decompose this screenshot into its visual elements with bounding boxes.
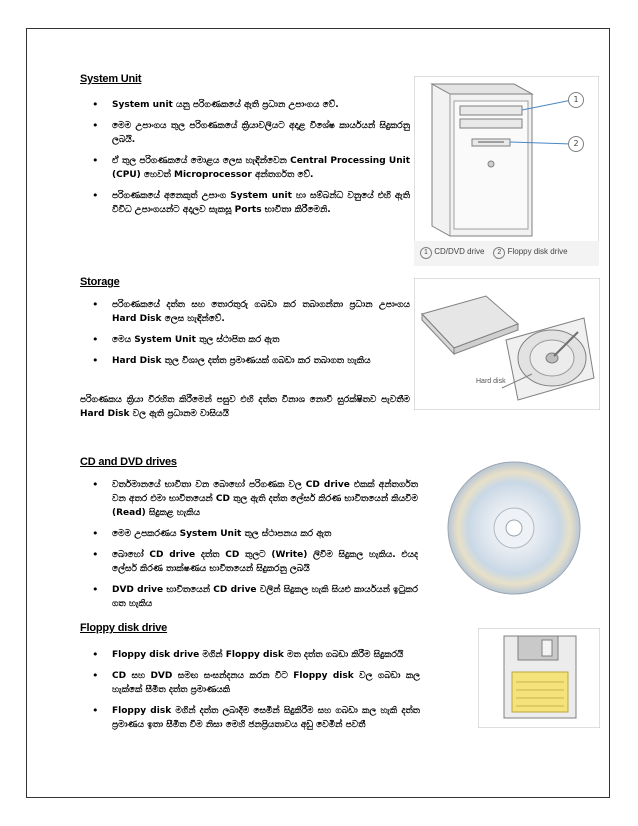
floppy-illustration (478, 628, 600, 728)
heading-system-unit: System Unit (80, 73, 142, 85)
list-item: • වර්තමානයේ භාවිතා වන බොහෝ පරිගණක වල CD drive එකක් අන්තර්ගත වන අතර එමා භාවිතයෙන් CD තුල ඇති දත්ත ලේසර් කිරණ භාවිතයෙන් කියවීම (Read) සිදුකළ හැකිය (80, 478, 418, 520)
list-item: • මෙය System Unit තුල ස්ථාපිත කර ඇත (80, 333, 410, 347)
hard-disk-image (414, 278, 600, 410)
list-item: • පරිගණකයේ දත්ත සහ තොරතුරු ගබඩා කර තබාගන්නා ප්‍රධාන උපාංගය Hard Disk ලෙස හැඳින්වේ. (80, 298, 410, 326)
cd-image (440, 456, 588, 600)
cd-illustration (440, 456, 588, 600)
list-item: • Floppy disk drive මගින් Floppy disk මත දත්ත ගබඩා කිරීම සිදුකරයි (80, 648, 420, 662)
system-unit-image (414, 76, 599, 266)
list-item: • ඒ තුල පරිගණකයේ මොළය ලෙස හැඳින්වෙන Central Processing Unit (CPU) හෙවත් Microprocessor අන්තර්ගත වේ. (80, 154, 410, 182)
list-item: • System unit යනු පරිගණකයේ ඇති ප්‍රධාන උපාංගය වේ. (80, 98, 410, 112)
system-unit-bullets (80, 98, 410, 224)
storage-paragraph: පරිගණකය ක්‍රියා විරහිත කිරීමෙන් පසුව එහි දත්ත විනාශ නොවී සුරක්ෂිතව පැවතීම Hard Disk වල ඇති ප්‍රධානම වාසියයි (80, 395, 410, 419)
list-item: • මෙම උපාංගය තුල පරිගණකයේ ක්‍රියාවලියට අදාළ විශේෂ කාර්යයන් සිදුකරනු ලබයි. (80, 119, 410, 147)
list-item: • මෙම උපකරණය System Unit තුල ස්ථාපනය කර ඇත (80, 527, 418, 541)
list-item: • CD සහ DVD සමඟ සංසන්දනය කරන විට Floppy disk වල ගබඩා කල හැක්කේ සීමිත දත්ත ප්‍රමාණයකි (80, 669, 420, 697)
list-item: • බොහෝ CD drive දත්ත CD තුලට (Write) ලිවීම සිදුකල හැකිය. එයද ලේසර් කිරණ තාක්ෂණය භාවිතයෙන් සිදුකරනු ලබයි (80, 548, 418, 576)
cd-dvd-bullets (80, 478, 418, 618)
list-item: • Floppy disk මගින් දත්ත ලබාදීම සෙමින් සිදුකිරීම සහ ගබඩා කල හැකි දත්ත ප්‍රමාණය ඉතා සීමිත වීම නිසා මෙහි ජනප්‍රියතාවය අඩු වෙමින් පවතී (80, 704, 420, 732)
heading-storage: Storage (80, 276, 120, 288)
floppy-image (478, 628, 600, 728)
caption-row (420, 247, 568, 259)
caption-floppy: Floppy disk drive (507, 247, 568, 256)
list-item: • Hard Disk තුල විශාල දත්ත ප්‍රමාණයක් ගබඩා කර තබාගත හැකිය (80, 354, 410, 368)
list-item: • DVD drive භාවිතයෙන් CD drive වලින් සිදුකල හැකි සියළු කාර්යයන් ඉටුකර ගත හැකිය (80, 583, 418, 611)
callout-1-badge: 1 (568, 92, 584, 108)
hard-disk-label: Hard disk (476, 378, 506, 385)
list-item: • පරිගණකයේ අනෙකුත් උපාංග System unit හා සම්බන්ධ වනුයේ එහි ඇති විවිධ උපාංගයන්ට අදාලව සැකසූ Ports භාවිතා කිරීමෙනි. (80, 189, 410, 217)
caption-cd-dvd: CD/DVD drive (434, 247, 485, 256)
heading-floppy: Floppy disk drive (80, 622, 168, 634)
heading-cd-dvd: CD and DVD drives (80, 456, 177, 468)
hard-disk-illustration (414, 278, 600, 410)
caption-2-badge: 2 (493, 247, 505, 259)
storage-bullets (80, 298, 410, 375)
callout-2-badge: 2 (568, 136, 584, 152)
caption-1-badge: 1 (420, 247, 432, 259)
floppy-bullets (80, 648, 420, 739)
